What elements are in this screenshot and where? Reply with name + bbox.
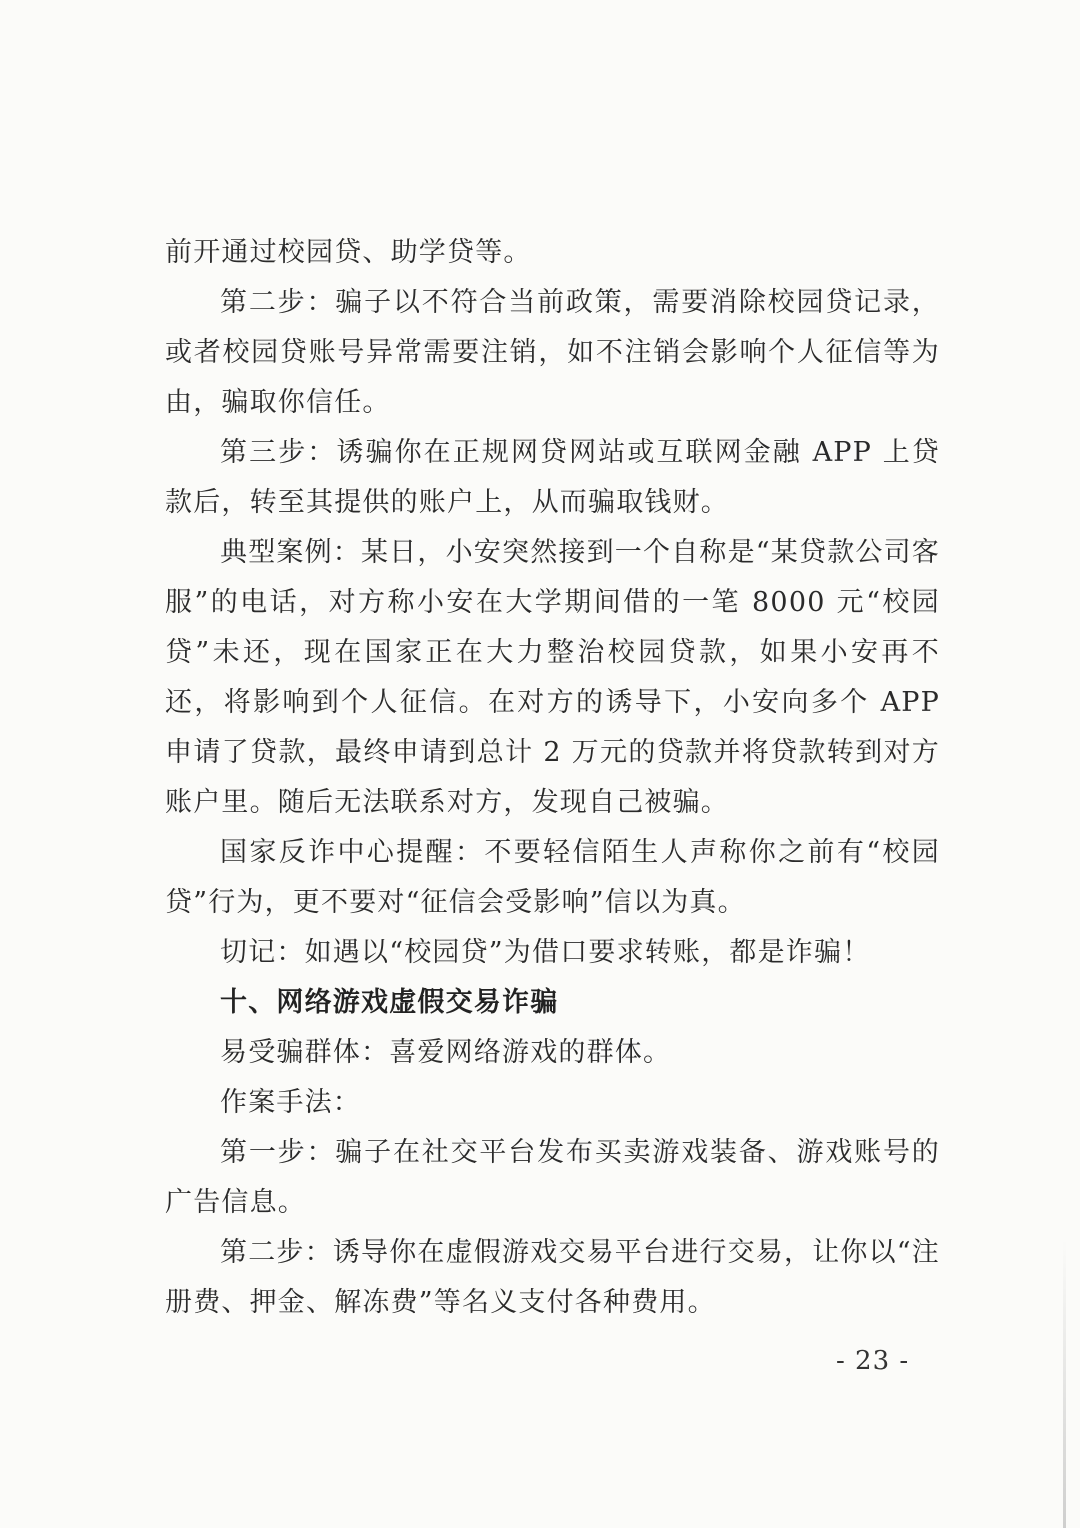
page-number: - 23 - <box>836 1346 910 1376</box>
paragraph-warning: 切记：如遇以“校园贷”为借口要求转账，都是诈骗！ <box>220 937 871 968</box>
paragraph-typical-case: 典型案例：某日，小安突然接到一个自称是“某贷款公司客服”的电话，对方称小安在大学期间借的一笔 8000 元“校园贷”未还，现在国家正在大力整治校园贷款，如果小安再不还，将影响到个人征信。在对方的诱导下，小安向多个 APP 申请了贷款，最终申请到总计 2 万元的贷款并将贷款转到对方账户里。随后无法联系对方，发现自己被骗。 <box>165 537 941 818</box>
section-heading: 十、网络游戏虚假交易诈骗 <box>220 987 559 1018</box>
paragraph-step-two: 第二步：骗子以不符合当前政策，需要消除校园贷记录，或者校园贷账号异常需要注销，如不注销会影响个人征信等为由，骗取你信任。 <box>165 287 940 418</box>
paragraph-reminder: 国家反诈中心提醒：不要轻信陌生人声称你之前有“校园贷”行为，更不要对“征信会受影响”信以为真。 <box>165 837 940 918</box>
paragraph-game-step-one: 第一步：骗子在社交平台发布买卖游戏装备、游戏账号的广告信息。 <box>165 1137 940 1218</box>
paragraph-victim-group: 易受骗群体：喜爱网络游戏的群体。 <box>220 1037 672 1068</box>
paragraph-step-three: 第三步：诱骗你在正规网贷网站或互联网金融 APP 上贷款后，转至其提供的账户上，从而骗取钱财。 <box>165 437 940 518</box>
paragraph-game-step-two: 第二步：诱导你在虚假游戏交易平台进行交易，让你以“注册费、押金、解冻费”等名义支付各种费用。 <box>165 1237 941 1318</box>
scan-edge-line <box>1063 1240 1066 1528</box>
paragraph-continuation: 前开通过校园贷、助学贷等。 <box>165 237 532 268</box>
document-body <box>165 228 940 1328</box>
paragraph-method-label: 作案手法： <box>220 1087 361 1118</box>
